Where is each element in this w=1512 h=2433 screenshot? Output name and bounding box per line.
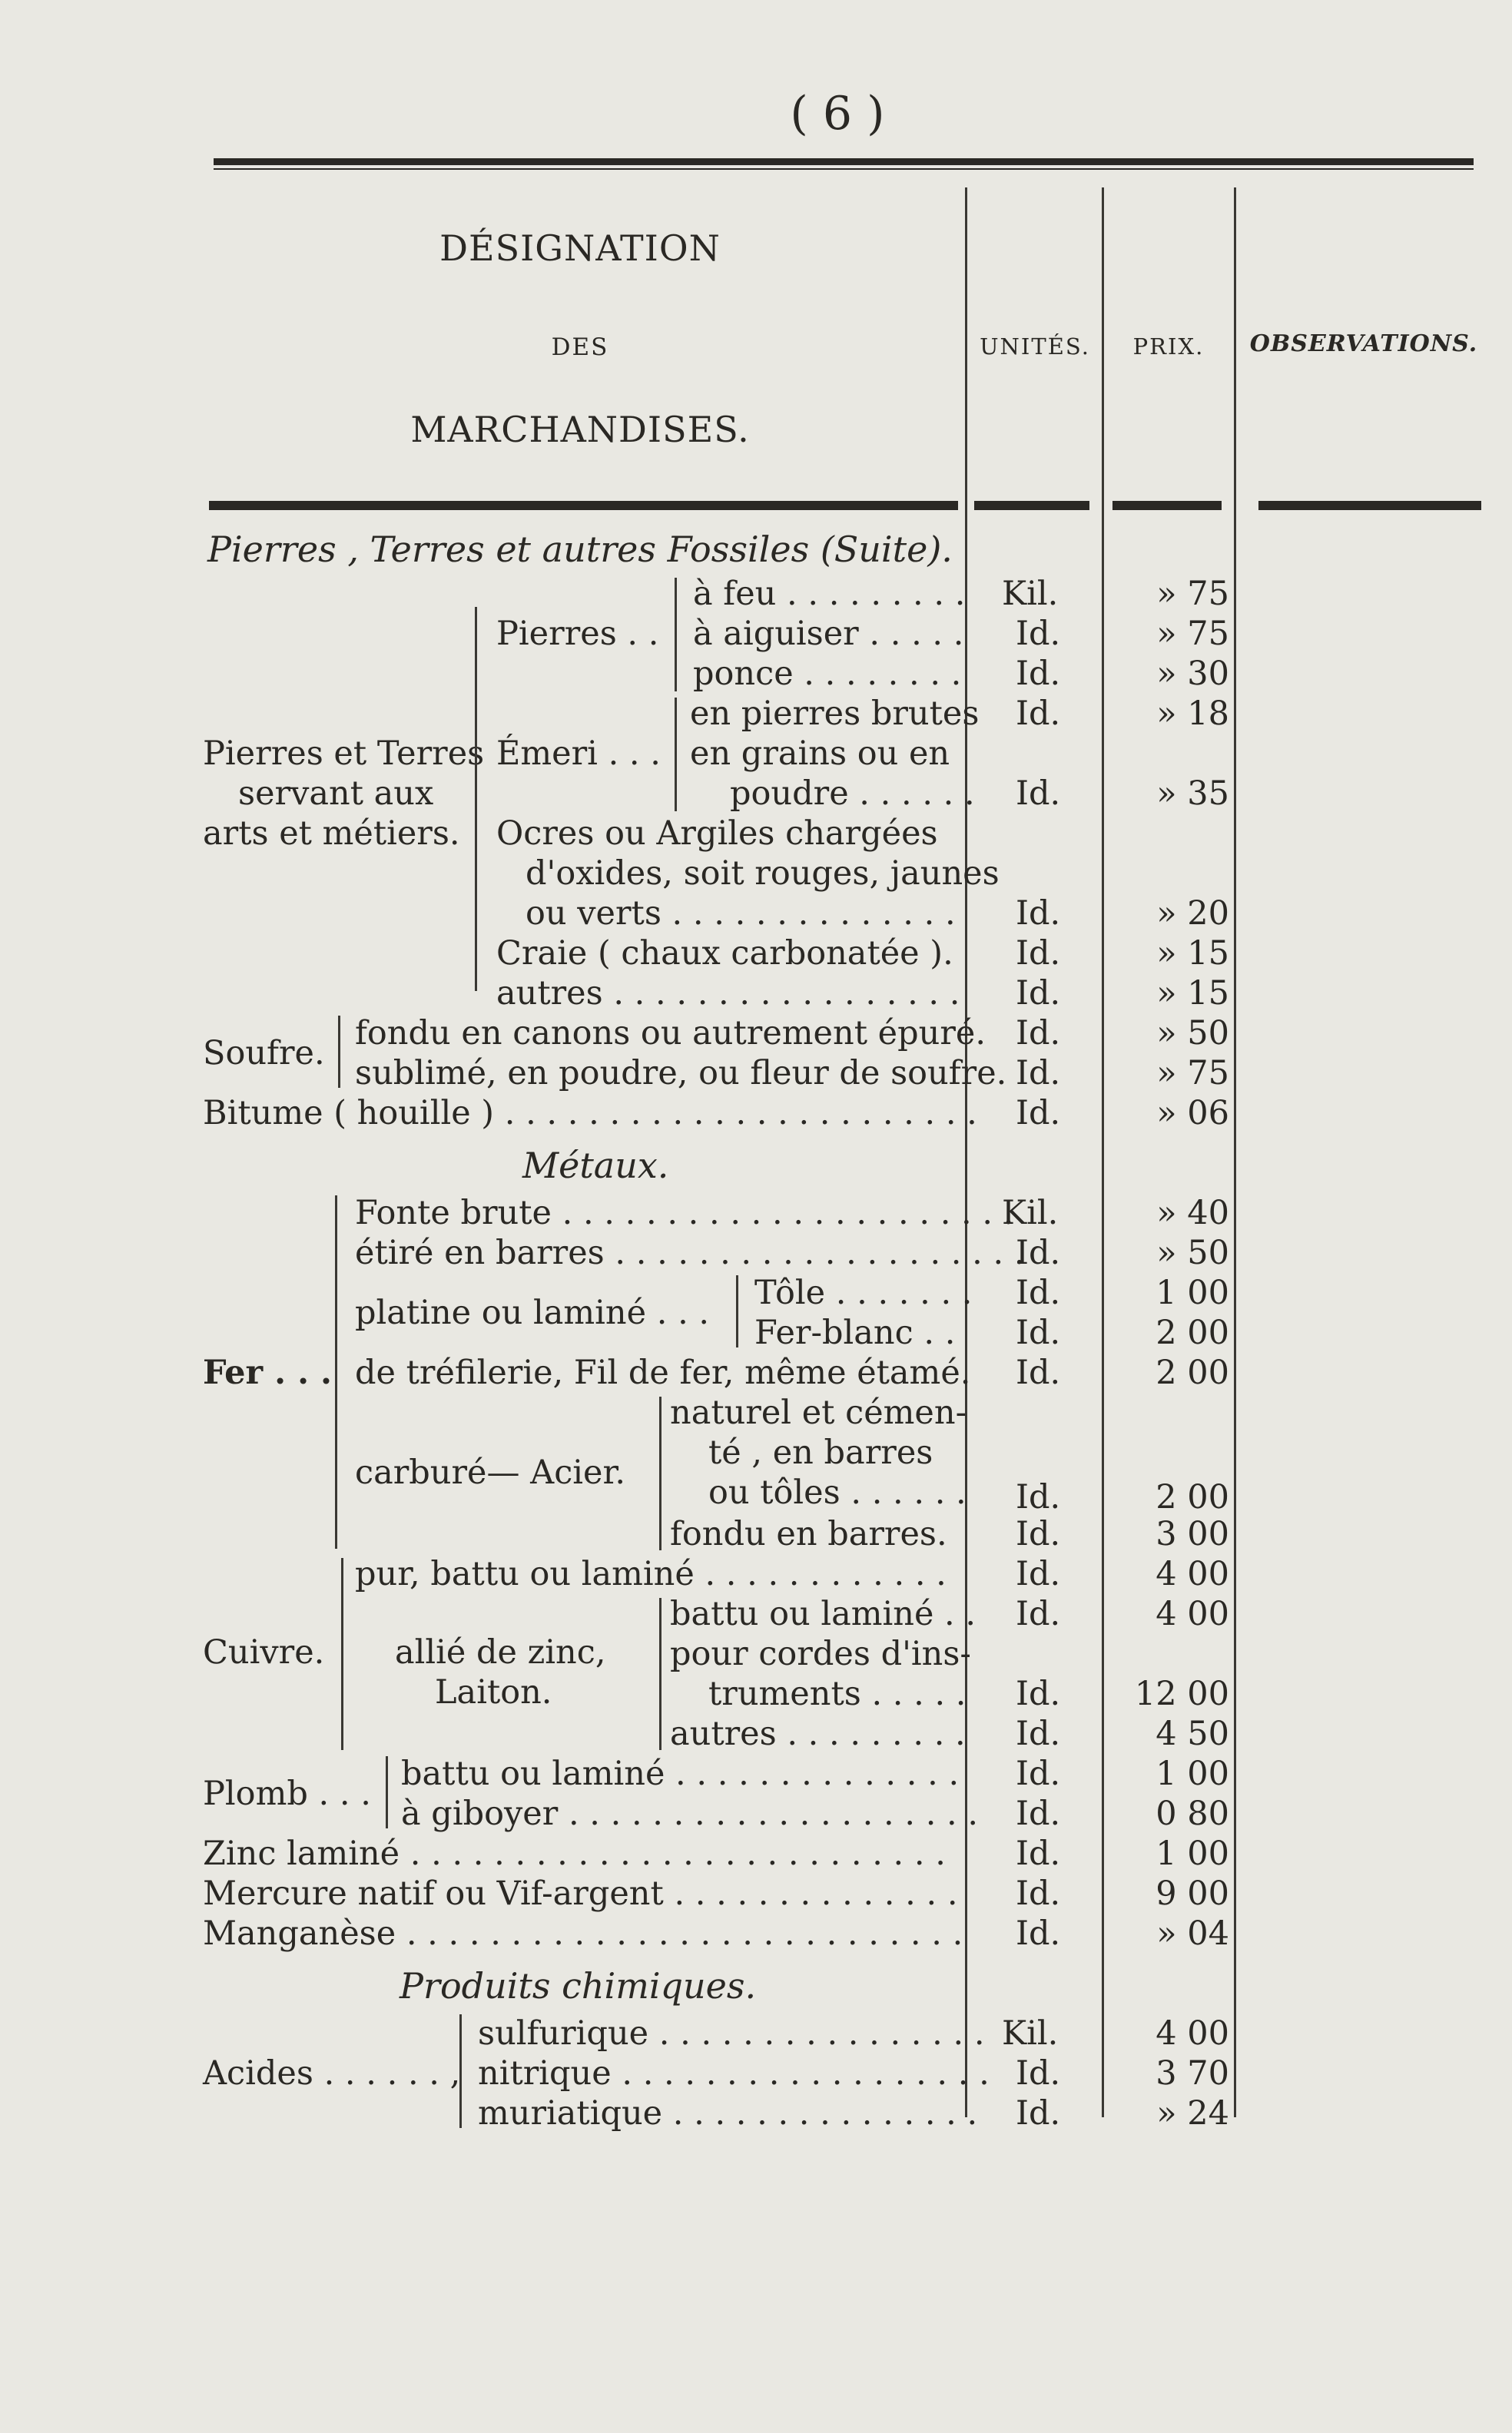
brace-acides: [459, 2014, 462, 2128]
row-price: » 75: [1156, 1054, 1229, 1092]
row-label: ponce . . . . . . . .: [693, 655, 962, 693]
row-price: 4 50: [1156, 1715, 1229, 1753]
row-label: pour cordes d'ins-: [670, 1635, 971, 1673]
group-carbure: carburé— Acier.: [355, 1454, 625, 1492]
row-label: en grains ou en: [690, 734, 950, 773]
row-unit: Id.: [1016, 1094, 1061, 1132]
group-allie-1: allié de zinc,: [395, 1633, 606, 1672]
group-platine: platine ou laminé . . .: [355, 1294, 710, 1332]
row-price: » 35: [1156, 774, 1229, 813]
row-price: » 15: [1156, 974, 1229, 1013]
group-pierres-terres-3: arts et métiers.: [203, 814, 460, 853]
header-rule-col4: [1258, 501, 1481, 510]
row-label: en pierres brutes: [690, 694, 980, 733]
row-price: 1 00: [1156, 1755, 1229, 1793]
row-label: autres . . . . . . . . . . . . . . . . .: [496, 974, 960, 1013]
brace-cuivre: [341, 1558, 343, 1750]
group-ocres-1: Ocres ou Argiles chargées: [496, 814, 938, 853]
row-unit: Kil.: [1002, 1194, 1059, 1232]
row-unit: Id.: [1016, 1234, 1061, 1272]
row-price: » 15: [1156, 934, 1229, 973]
row-label: sublimé, en poudre, ou fleur de soufre.: [355, 1054, 1007, 1092]
row-label: de tréfilerie, Fil de fer, même étamé.: [355, 1354, 971, 1392]
top-rule: [214, 158, 1474, 165]
header-prix: PRIX.: [1132, 333, 1205, 360]
row-label: Manganèse . . . . . . . . . . . . . . . . . . . . . . . . . . .: [203, 1914, 963, 1953]
row-unit: Id.: [1016, 1595, 1061, 1633]
row-unit: Id.: [1016, 2054, 1061, 2093]
section-metaux: Métaux.: [522, 1145, 669, 1186]
row-label: pur, battu ou laminé . . . . . . . . . . . .: [355, 1555, 947, 1593]
header-marchandises: MARCHANDISES.: [410, 409, 750, 450]
col-divider-3: [1234, 187, 1236, 2117]
brace-fer: [335, 1195, 337, 1549]
row-label: naturel et cémen-: [670, 1394, 967, 1432]
header-designation: DÉSIGNATION: [439, 227, 721, 269]
row-price: » 75: [1156, 575, 1229, 613]
brace-plomb: [386, 1756, 388, 1828]
row-price: » 06: [1156, 1094, 1229, 1132]
row-label: Fonte brute . . . . . . . . . . . . . . . . . . . . . .: [355, 1194, 1014, 1232]
row-label: nitrique . . . . . . . . . . . . . . . . . .: [478, 2054, 990, 2093]
row-price: » 40: [1156, 1194, 1229, 1232]
row-label: autres . . . . . . . . .: [670, 1715, 966, 1753]
row-label: Fer-blanc . .: [754, 1314, 956, 1352]
row-price: » 20: [1156, 894, 1229, 933]
row-unit: Kil.: [1002, 575, 1059, 613]
row-price: » 30: [1156, 655, 1229, 693]
row-label: à giboyer . . . . . . . . . . . . . . . . . . . .: [401, 1795, 979, 1833]
section-pierres: Pierres , Terres et autres Fossiles (Suite).: [207, 529, 953, 570]
row-unit: Id.: [1016, 655, 1061, 693]
group-soufre: Soufre.: [203, 1034, 325, 1072]
row-label: Craie ( chaux carbonatée ).: [496, 934, 953, 973]
row-label: Tôle . . . . . . .: [754, 1274, 973, 1312]
row-unit: Id.: [1016, 774, 1061, 813]
header-des: DES: [551, 333, 609, 361]
row-unit: Id.: [1016, 1914, 1061, 1953]
row-label: truments . . . . .: [708, 1675, 967, 1713]
row-price: 12 00: [1134, 1675, 1229, 1713]
row-price: 3 00: [1156, 1515, 1229, 1553]
row-price: 4 00: [1156, 2014, 1229, 2053]
row-price: 2 00: [1156, 1478, 1229, 1516]
section-chimiques: Produits chimiques.: [400, 1965, 757, 2007]
page-number: ( 6 ): [790, 87, 885, 141]
row-unit: Id.: [1016, 615, 1061, 653]
row-label: Mercure natif ou Vif-argent . . . . . . . . . . . . . .: [203, 1874, 958, 1913]
brace-emeri: [675, 698, 677, 811]
top-rule-thin: [214, 168, 1474, 170]
row-label: fondu en canons ou autrement épuré.: [355, 1014, 986, 1052]
row-unit: Id.: [1016, 1874, 1061, 1913]
group-pierres-terres-2: servant aux: [238, 774, 434, 813]
row-price: » 18: [1156, 694, 1229, 733]
group-plomb: Plomb . . .: [203, 1775, 371, 1813]
header-unites: UNITÉS.: [980, 333, 1090, 360]
brace-soufre: [338, 1016, 340, 1088]
row-price: » 50: [1156, 1014, 1229, 1052]
row-label: ou verts . . . . . . . . . . . . . .: [526, 894, 956, 933]
brace-platine: [736, 1275, 738, 1347]
row-price: 1 00: [1156, 1835, 1229, 1873]
row-price: 2 00: [1156, 1314, 1229, 1352]
row-price: 0 80: [1156, 1795, 1229, 1833]
row-label: Zinc laminé . . . . . . . . . . . . . . . . . . . . . . . . . .: [203, 1835, 946, 1873]
row-price: » 75: [1156, 615, 1229, 653]
row-label: Bitume ( houille ) . . . . . . . . . . . . . . . . . . . . . . .: [203, 1094, 977, 1132]
row-price: 1 00: [1156, 1274, 1229, 1312]
row-unit: Id.: [1016, 1274, 1061, 1312]
row-label: battu ou laminé . .: [670, 1595, 976, 1633]
row-price: » 04: [1156, 1914, 1229, 1953]
row-unit: Id.: [1016, 1795, 1061, 1833]
row-unit: Id.: [1016, 1755, 1061, 1793]
brace-carbure: [659, 1397, 662, 1550]
row-price: 2 00: [1156, 1354, 1229, 1392]
group-cuivre: Cuivre.: [203, 1633, 325, 1672]
row-label: à feu . . . . . . . . .: [693, 575, 966, 613]
row-label: fondu en barres.: [670, 1515, 947, 1553]
row-label: poudre . . . . . .: [730, 774, 975, 813]
row-unit: Kil.: [1002, 2014, 1059, 2053]
row-unit: Id.: [1016, 1354, 1061, 1392]
group-allie-2: Laiton.: [435, 1673, 552, 1712]
row-unit: Id.: [1016, 694, 1061, 733]
row-price: » 24: [1156, 2094, 1229, 2133]
row-unit: Id.: [1016, 1675, 1061, 1713]
header-rule-col2: [974, 501, 1089, 510]
group-emeri: Émeri . . .: [496, 734, 661, 773]
brace-pierres: [675, 578, 677, 691]
group-pierres-terres-1: Pierres et Terres: [203, 734, 485, 773]
row-unit: Id.: [1016, 2094, 1061, 2133]
row-unit: Id.: [1016, 1555, 1061, 1593]
brace-allie: [659, 1598, 662, 1750]
row-unit: Id.: [1016, 1478, 1061, 1516]
row-unit: Id.: [1016, 1314, 1061, 1352]
row-label: ou tôles . . . . . .: [708, 1473, 967, 1512]
row-unit: Id.: [1016, 1014, 1061, 1052]
row-unit: Id.: [1016, 894, 1061, 933]
row-label: battu ou laminé . . . . . . . . . . . . . .: [401, 1755, 960, 1793]
row-label: muriatique . . . . . . . . . . . . . . .: [478, 2094, 978, 2133]
row-unit: Id.: [1016, 974, 1061, 1013]
row-unit: Id.: [1016, 1715, 1061, 1753]
row-label: étiré en barres . . . . . . . . . . . . . . . . . . . .: [355, 1234, 1025, 1272]
row-price: 9 00: [1156, 1874, 1229, 1913]
row-unit: Id.: [1016, 1054, 1061, 1092]
row-price: » 50: [1156, 1234, 1229, 1272]
group-acides: Acides . . . . . . ,: [203, 2054, 461, 2093]
row-price: 4 00: [1156, 1555, 1229, 1593]
header-observations: OBSERVATIONS.: [1249, 330, 1478, 357]
brace-pierres-terres: [475, 607, 477, 991]
row-price: 3 70: [1156, 2054, 1229, 2093]
col-divider-2: [1102, 187, 1104, 2117]
row-label: té , en barres: [708, 1434, 933, 1472]
row-label: à aiguiser . . . . .: [693, 615, 964, 653]
group-ocres-2: d'oxides, soit rouges, jaunes: [526, 854, 1000, 893]
row-unit: Id.: [1016, 934, 1061, 973]
row-price: 4 00: [1156, 1595, 1229, 1633]
row-unit: Id.: [1016, 1835, 1061, 1873]
group-pierres: Pierres . .: [496, 615, 659, 653]
header-rule-col1: [209, 501, 958, 510]
group-fer: Fer . . .: [203, 1354, 333, 1392]
row-unit: Id.: [1016, 1515, 1061, 1553]
row-label: sulfurique . . . . . . . . . . . . . . . .: [478, 2014, 985, 2053]
header-rule-col3: [1112, 501, 1222, 510]
